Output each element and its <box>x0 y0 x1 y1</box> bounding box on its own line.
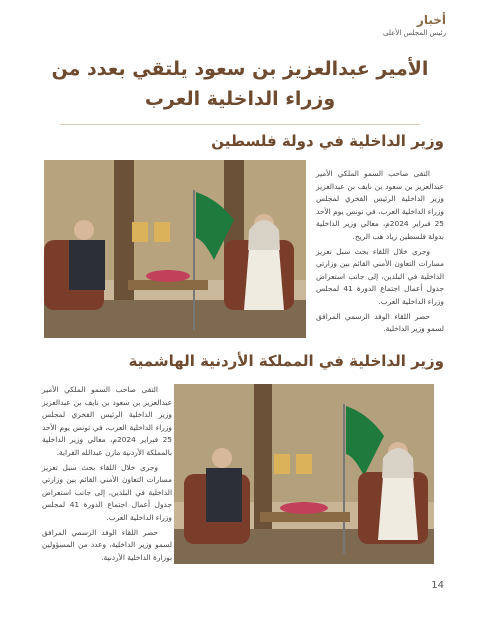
section-subtitle: رئيس المجلس الأعلى <box>383 29 446 37</box>
meeting-photo-illustration <box>44 160 306 338</box>
section-name: أخبار <box>416 13 446 27</box>
article1-heading: وزير الداخلية في دولة فلسطين <box>211 132 444 150</box>
page-number: 14 <box>431 580 444 591</box>
article1-paragraph: حضر اللقاء الوفد الرسمي المرافق لسمو وزير الداخلية. <box>316 311 444 334</box>
article1-body <box>316 168 444 338</box>
article2-paragraph: حضر اللقاء الوفد الرسمي المرافق لسمو وزير الداخلية، وعدد من المسؤولين بوزارة الداخلية الأردنية. <box>42 527 172 562</box>
article2-photo <box>174 384 434 564</box>
main-title: الأمير عبدالعزيز بن سعود يلتقي بعدد من وزراء الداخلية العرب <box>51 58 429 110</box>
article1-paragraph: وجرى خلال اللقاء بحث سبل تعزيز مسارات التعاون الأمني القائم بين وزارتي الداخلية في البلدين، إلى جانب استعراض جدول أعمال اجتماع الدورة 41 لمجلس وزراء الداخلية العرب. <box>316 246 445 306</box>
article1-paragraph: التقى صاحب السمو الملكي الأمير عبدالعزيز بن سعود بن نايف بن عبدالعزيز وزير الداخلية الرئيس الفخري لمجلس وزراء الداخلية العرب، في تونس يوم الأحد 25 فبراير 2024م، معالي وزير الداخلية بدولة فلسطين زياد هب الريح. <box>316 169 444 241</box>
article1-photo <box>44 160 306 338</box>
title-divider <box>60 124 420 125</box>
meeting-photo-illustration <box>174 384 434 564</box>
article2-paragraph: التقى صاحب السمو الملكي الأمير عبدالعزيز بن سعود بن نايف بن عبدالعزيز وزير الداخلية الرئيس الفخري لمجلس وزراء الداخلية العرب، في تونس يوم الأحد 25 فبراير 2024م، معالي وزير الداخلية بالمملكة الأردنية مازن عبدالله الفراية. <box>42 385 172 457</box>
page-header <box>383 12 446 38</box>
article2-body <box>42 384 172 566</box>
article2-heading: وزير الداخلية في المملكة الأردنية الهاشمية <box>128 352 444 370</box>
article2-paragraph: وجرى خلال اللقاء بحث سبل تعزيز مسارات التعاون الأمني القائم بين وزارتي الداخلية في البلدين، إلى جانب استعراض جدول أعمال اجتماع الدورة 41 لمجلس وزراء الداخلية العرب. <box>42 462 173 522</box>
